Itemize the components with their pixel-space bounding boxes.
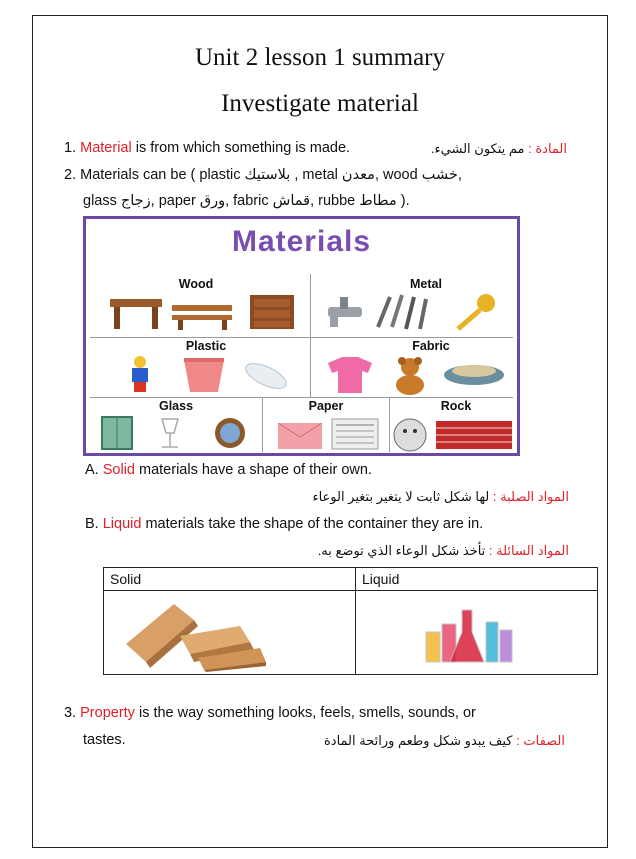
item-1-arabic-text: مم يتكون الشيء. bbox=[430, 141, 525, 156]
item-3-text: is the way something looks, feels, smells, sounds, or bbox=[134, 705, 476, 721]
table-column-divider bbox=[355, 568, 356, 674]
poster-label-fabric: Fabric bbox=[412, 339, 450, 353]
wood-logs-icon bbox=[120, 596, 270, 672]
page-subtitle: Investigate material bbox=[221, 90, 419, 117]
poster-label-glass: Glass bbox=[158, 399, 194, 413]
item-a-term: Solid bbox=[102, 462, 135, 478]
plastic-items-icon bbox=[126, 354, 296, 396]
materials-poster bbox=[83, 216, 520, 456]
item-b-term: Liquid bbox=[102, 516, 142, 532]
poster-label-metal: Metal bbox=[410, 277, 442, 291]
item-3-arabic bbox=[324, 733, 565, 749]
item-2-line-1: 2. Materials can be ( plastic بلاستيك , metal معدن, wood خشب, bbox=[64, 167, 462, 183]
item-1-arabic bbox=[431, 141, 567, 157]
poster-label-paper: Paper bbox=[308, 399, 344, 413]
item-3 bbox=[64, 705, 476, 721]
fabric-items-icon bbox=[324, 353, 514, 397]
poster-divider bbox=[90, 397, 513, 398]
item-1-number: 1. bbox=[64, 140, 77, 156]
item-3-term: Property bbox=[80, 705, 135, 721]
poster-label-rock: Rock bbox=[440, 399, 472, 413]
item-a-arabic bbox=[312, 489, 569, 505]
lab-flasks-icon bbox=[422, 602, 522, 668]
poster-label-plastic: Plastic bbox=[185, 339, 227, 353]
item-a-prefix: A. bbox=[85, 462, 99, 478]
glass-items-icon bbox=[100, 415, 260, 453]
paper-items-icon bbox=[274, 415, 384, 453]
item-a bbox=[85, 462, 372, 478]
page-title: Unit 2 lesson 1 summary bbox=[195, 44, 445, 71]
rock-items-icon bbox=[392, 413, 516, 453]
item-b-prefix: B. bbox=[85, 516, 99, 532]
table-header-solid: Solid bbox=[110, 571, 142, 587]
poster-label-wood: Wood bbox=[178, 277, 214, 291]
item-3-line-2: tastes. bbox=[83, 732, 126, 748]
item-a-arabic-text: لها شكل ثابت لا يتغير بتغير الوعاء bbox=[312, 489, 490, 504]
item-3-number: 3. bbox=[64, 705, 77, 721]
wood-furniture-icon bbox=[108, 293, 298, 333]
poster-divider bbox=[90, 337, 513, 338]
table-header-row bbox=[104, 568, 597, 591]
poster-title: Materials bbox=[231, 225, 372, 258]
item-2-line-2: glass زجاج, paper ورق, fabric قماش, rubbe مطاط ). bbox=[83, 193, 410, 209]
item-3-arabic-text: كيف يبدو شكل وطعم ورائحة المادة bbox=[323, 733, 513, 748]
item-b-arabic-label: المواد السائلة : bbox=[488, 543, 569, 558]
poster-divider bbox=[310, 274, 311, 397]
item-a-text: materials have a shape of their own. bbox=[134, 462, 372, 478]
item-b-text: materials take the shape of the container they are in. bbox=[141, 516, 484, 532]
item-1 bbox=[64, 140, 350, 156]
item-a-arabic-label: المواد الصلبة : bbox=[492, 489, 569, 504]
solid-liquid-table bbox=[103, 567, 598, 675]
item-b bbox=[85, 516, 483, 532]
item-b-arabic-text: تأخذ شكل الوعاء الذي توضع به. bbox=[317, 543, 486, 558]
metal-tools-icon bbox=[326, 291, 506, 333]
worksheet-page bbox=[32, 15, 608, 848]
table-header-liquid: Liquid bbox=[362, 571, 400, 587]
item-b-arabic bbox=[318, 543, 569, 559]
poster-divider bbox=[262, 397, 263, 452]
item-1-term: Material bbox=[80, 140, 132, 156]
item-1-text: is from which something is made. bbox=[131, 140, 351, 156]
item-1-arabic-label: المادة : bbox=[528, 141, 567, 156]
poster-divider bbox=[389, 397, 390, 452]
item-3-arabic-label: الصفات : bbox=[516, 733, 565, 748]
